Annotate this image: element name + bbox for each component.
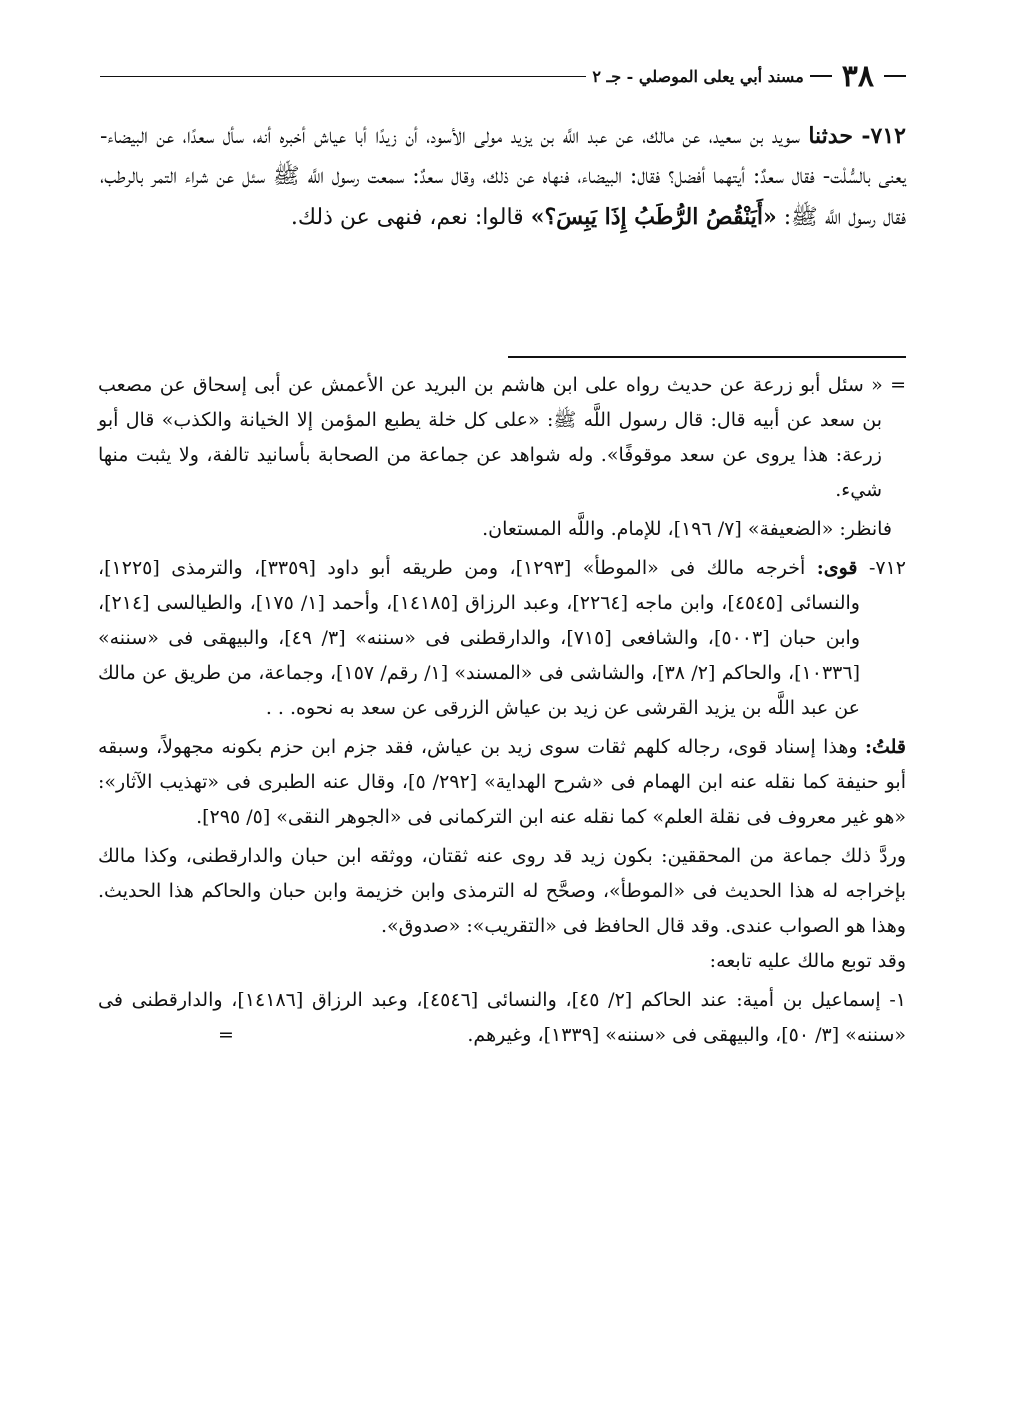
note-number: ٧١٢- [868, 557, 906, 579]
footnote-separator [508, 356, 906, 358]
page-number: ٣٨ [841, 58, 874, 94]
continuation-marker: = [890, 374, 907, 396]
header-rule [100, 76, 586, 77]
footnote-continuation [98, 368, 906, 508]
page-header [100, 56, 906, 96]
end-marker: = [218, 1024, 234, 1046]
item-1-text: ١- إسماعيل بن أمية: عند الحاكم [٢/ ٤٥]، والنسائى [٤٥٤٦]، وعبد الرزاق [١٤١٨٦]، والدارقطنى فى «سننه» [٣/ ٥٠]، والبيهقى فى «سننه» [١٣٣٩]، وغيرهم. [98, 989, 906, 1046]
radd-text: وردَّ ذلك جماعة من المحققين: بكون زيد قد روى عنه ثقتان، ووثقه ابن حبان والدارقطنى، وكذا مالك بإخراجه له هذا الحديث فى «الموطأ»، وصحَّح له الترمذى وابن خزيمة وابن حبان والحاكم هذا الحديث. وهذا هو الصواب عندى. وقد قال الحافظ فى «التقريب»: «صدوق». [98, 845, 906, 937]
follow-item-1 [98, 983, 906, 1053]
hadith-ending: قالوا: نعم، فنهى عن ذلك. [290, 205, 524, 230]
continuation-text: « سئل أبو زرعة عن حديث رواه على ابن هاشم بن البريد عن الأعمش عن أبى إسحاق عن مصعب بن سعد عن أبيه قال: قال رسول اللَّه ﷺ: «على كل خلة يطبع المؤمن إلا الخيانة والكذب» قال أبو زرعة: هذا يروى عن سعد موقوفًا». وله شواهد عن جماعة من الصحابة بأسانيد تالفة، ولا يثبت منها شيء. [98, 374, 883, 501]
follow-text: وقد توبع مالك عليه تابعه: [709, 950, 906, 972]
hadith-paragraph [100, 116, 906, 238]
prophet-quote: «أَيَنْقُصُ الرُّطَبُ إِذَا يَبِسَ؟» [530, 204, 777, 230]
radd-paragraph [98, 839, 906, 979]
qultu-paragraph [98, 730, 906, 835]
footnotes [98, 368, 906, 1057]
hadith-body: سويد بن سعيد، عن مالك، عن عبد اللَّه بن يزيد مولى الأسود، أن زيدًا أبا عياش أخبره أنه، سأل سعدًا، عن البيضاء- يعنى بالسُّلْت- فقال سعدٌ: أيتهما أفضل؟ فقال: البيضاء، فنهاه عن ذلك، وقال سعدٌ: سمعت رسول اللَّه ﷺ سئل عن شراء التمر بالرطب، فقال رسول اللَّه ﷺ: [100, 124, 906, 230]
qultu-label: قلتُ: [864, 736, 906, 758]
refer-line: فانظر: «الضعيفة» [٧/ ١٩٦]، للإمام. واللَّه المستعان. [482, 518, 892, 540]
narration-word: حدثنا [808, 123, 853, 149]
grade-label: قوى: [816, 557, 858, 579]
takhrij-paragraph [98, 551, 906, 726]
running-title: مسند أبي يعلى الموصلي - جـ ٢ [592, 66, 804, 86]
header-dash-mid [810, 75, 832, 77]
header-dash-right [884, 75, 906, 77]
hadith-text [100, 116, 906, 238]
takhrij-text: أخرجه مالك فى «الموطأ» [١٢٩٣]، ومن طريقه أبو داود [٣٣٥٩]، والترمذى [١٢٢٥]، والنسائى [٤٥٤٥]، وابن ماجه [٢٢٦٤]، وعبد الرزاق [١٤١٨٥]، وأحمد [١/ ١٧٥]، والطيالسى [٢١٤]، وابن حبان [٥٠٠٣]، والشافعى [٧١٥]، والدارقطنى فى «سننه» [٣/ ٤٩]، والبيهقى فى «سننه» [١٠٣٣٦]، والحاكم [٢/ ٣٨]، والشاشى فى «المسند» [١/ رقم/ ١٥٧]، وجماعة، من طريق عن مالك عن عبد اللَّه بن يزيد القرشى عن زيد بن عياش الزرقى عن سعد به نحوه. . . [98, 557, 860, 719]
qultu-text: وهذا إسناد قوى، رجاله كلهم ثقات سوى زيد بن عياش، فقد جزم ابن حزم بكونه مجهولاً، وسبقه أبو حنيفة كما نقله عنه ابن الهمام فى «شرح الهداية» [٢٩٢/ ٥]، وقال عنه الطبرى فى «تهذيب الآثار»: «هو غير معروف فى نقلة العلم» كما نقله عنه ابن التركمانى فى «الجوهر النقى» [٥/ ٢٩٥]. [98, 736, 906, 828]
hadith-number: ٧١٢- [861, 123, 906, 149]
